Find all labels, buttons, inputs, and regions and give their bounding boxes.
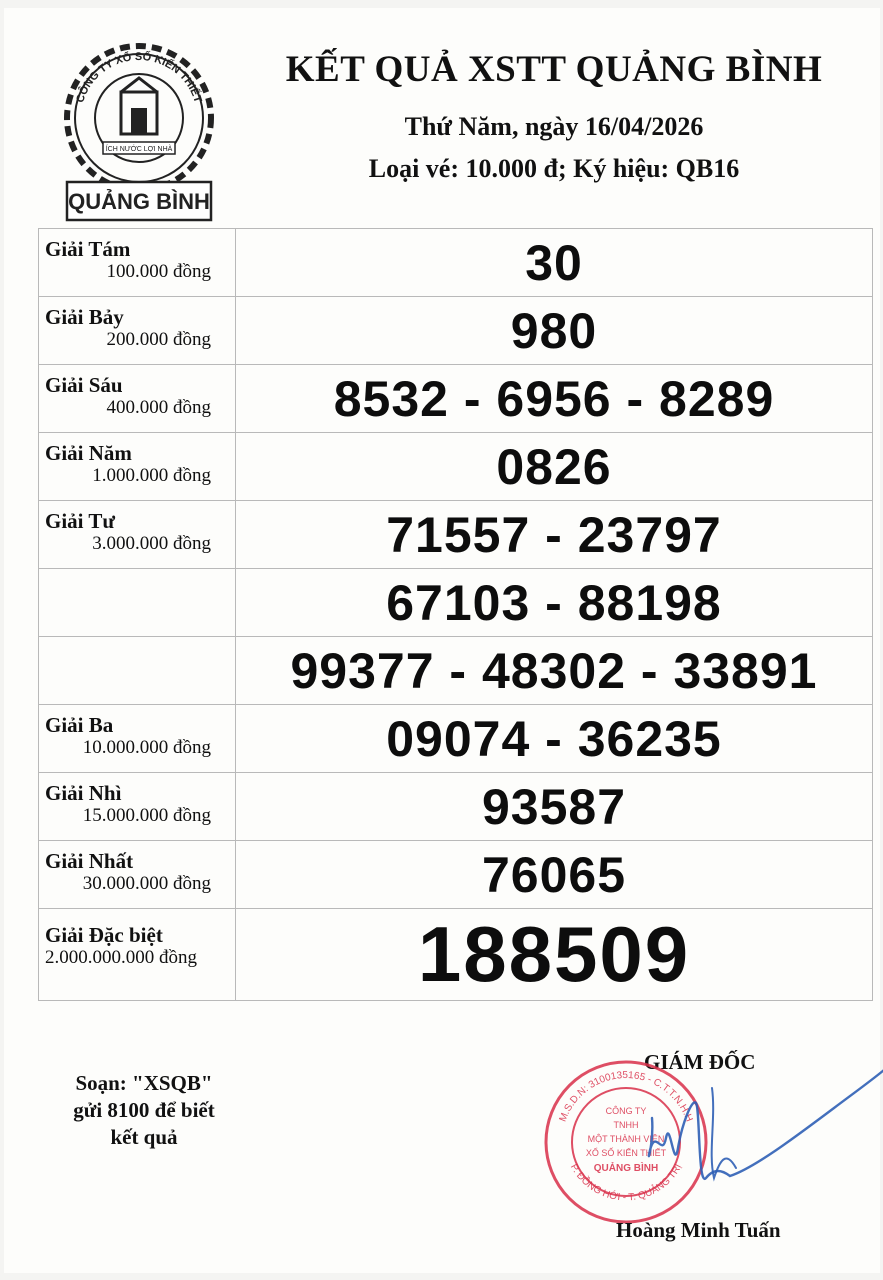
- prize-amount: 2.000.000.000 đồng: [45, 947, 197, 968]
- prize-numbers: 980: [236, 297, 873, 365]
- prize-numbers: 67103 - 88198: [236, 569, 873, 637]
- prize-row-1: [39, 841, 873, 909]
- result-sheet: [4, 8, 880, 1273]
- prize-name: Giải Nhì: [45, 781, 122, 805]
- prize-name: Giải Nhất: [45, 849, 134, 873]
- prize-name: Giải Đặc biệt: [45, 923, 163, 947]
- prize-amount: 200.000 đồng: [106, 329, 211, 350]
- stamp-outer-bottom-text: P. ĐỒNG HỚI - T. QUẢNG TRỊ: [567, 1162, 685, 1204]
- draw-date: Thứ Năm, ngày 16/04/2026: [404, 112, 704, 141]
- prize-name: Giải Bảy: [45, 305, 124, 329]
- page-title: KẾT QUẢ XSTT QUẢNG BÌNH: [285, 49, 823, 90]
- logo-text-bottom: QUẢNG BÌNH: [68, 189, 210, 214]
- signer-name: Hoàng Minh Tuấn: [616, 1218, 781, 1242]
- stamp-line: TNHH: [613, 1120, 639, 1130]
- prize-name: Giải Tám: [45, 237, 131, 261]
- prize-name: [39, 637, 235, 645]
- results-table: [38, 228, 873, 1001]
- logo-band-text: ÍCH NƯỚC LỢI NHÀ: [105, 146, 173, 153]
- company-logo: [59, 30, 219, 225]
- stamp-line: QUẢNG BÌNH: [593, 1163, 659, 1174]
- prize-row-7: [39, 297, 873, 365]
- stamp-line: MỘT THÀNH VIÊN: [587, 1134, 665, 1144]
- prize-row-4: [39, 501, 873, 569]
- prize-row-3: [39, 705, 873, 773]
- prize-row-4b: [39, 569, 873, 637]
- sms-line-3: kết quả: [110, 1125, 178, 1149]
- prize-name: Giải Sáu: [45, 373, 123, 397]
- prize-amount: 100.000 đồng: [106, 261, 211, 282]
- prize-numbers: 76065: [236, 841, 873, 909]
- prize-name: [39, 569, 235, 577]
- prize-amount: 1.000.000 đồng: [92, 465, 211, 486]
- logo-text-top: CÔNG TY XỔ SỐ KIẾN THIẾT: [74, 50, 204, 105]
- prize-amount: 30.000.000 đồng: [82, 873, 211, 894]
- stamp-line: CÔNG TY: [605, 1106, 647, 1116]
- prize-numbers: 09074 - 36235: [236, 705, 873, 773]
- prize-row-8: [39, 229, 873, 297]
- prize-amount: 15.000.000 đồng: [82, 805, 211, 826]
- prize-row-5: [39, 433, 873, 501]
- prize-amount: 400.000 đồng: [106, 397, 211, 418]
- prize-row-6: [39, 365, 873, 433]
- stamp-outer-text: M.S.D.N: 3100135165 - C.T.T.N.H.H: [557, 1069, 695, 1124]
- director-title: GIÁM ĐỐC: [644, 1050, 756, 1074]
- sms-line-1: Soạn: "XSQB": [75, 1071, 213, 1095]
- ticket-info: Loại vé: 10.000 đ; Ký hiệu: QB16: [368, 154, 740, 183]
- prize-row-4c: [39, 637, 873, 705]
- prize-numbers: 0826: [236, 433, 873, 501]
- prize-numbers: 30: [236, 229, 873, 297]
- prize-numbers: 8532 - 6956 - 8289: [236, 365, 873, 433]
- prize-numbers: 99377 - 48302 - 33891: [236, 637, 873, 705]
- prize-amount: 3.000.000 đồng: [92, 533, 211, 554]
- sms-line-2: gửi 8100 để biết: [73, 1098, 215, 1122]
- prize-name: Giải Tư: [45, 509, 115, 533]
- prize-name: Giải Năm: [45, 441, 132, 465]
- special-prize-number: 188509: [236, 909, 873, 1001]
- prize-row-2: [39, 773, 873, 841]
- prize-numbers: 71557 - 23797: [236, 501, 873, 569]
- director-signature: [604, 1058, 883, 1198]
- stamp-line: XỔ SỐ KIẾN THIẾT: [585, 1148, 667, 1158]
- prize-amount: 10.000.000 đồng: [82, 737, 211, 758]
- prize-numbers: 93587: [236, 773, 873, 841]
- sms-instruction: [44, 1070, 244, 1151]
- prize-row-special: [39, 909, 873, 1001]
- prize-name: Giải Ba: [45, 713, 114, 737]
